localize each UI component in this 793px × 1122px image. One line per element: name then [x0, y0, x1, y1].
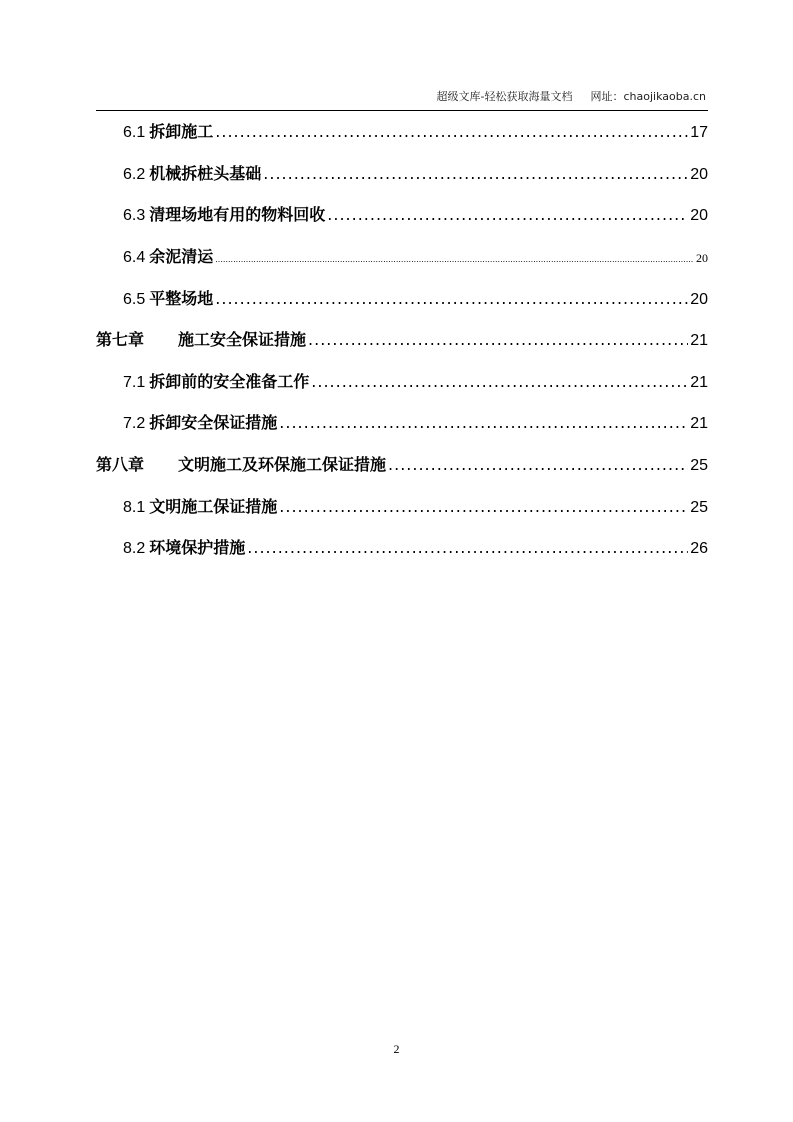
toc-dot-leader [215, 288, 688, 310]
toc-dot-leader [279, 496, 688, 518]
toc-entry-page: 17 [690, 124, 708, 141]
toc-entry-number: 6.5 [123, 291, 146, 308]
toc-dot-leader [308, 329, 688, 351]
toc-entry-page: 20 [690, 166, 708, 183]
toc-entry-title: 环境保护措施 [149, 538, 246, 557]
page-header [96, 90, 706, 104]
toc-entry-number: 6.1 [123, 124, 146, 141]
toc-dot-leader [327, 204, 688, 226]
toc-entry-page: 20 [696, 251, 708, 265]
toc-entry-6-3[interactable] [123, 204, 708, 227]
toc-entry-title: 拆卸安全保证措施 [149, 413, 278, 432]
toc-entry-page: 20 [690, 207, 708, 224]
toc-entry-title: 拆卸施工 [149, 122, 214, 141]
toc-entry-number: 6.4 [123, 249, 146, 266]
toc-entry-page: 20 [690, 291, 708, 308]
toc-dot-leader [279, 412, 688, 434]
page-number: 2 [393, 1042, 400, 1056]
toc-entry-title: 施工安全保证措施 [178, 330, 307, 349]
toc-chapter-7[interactable] [96, 329, 708, 352]
toc-dot-leader [215, 121, 688, 143]
toc-entry-title: 清理场地有用的物料回收 [149, 205, 326, 224]
toc-entry-6-2[interactable] [123, 163, 708, 186]
toc-entry-7-1[interactable] [123, 371, 708, 394]
toc-chapter-number: 第七章 [96, 330, 145, 349]
toc-entry-title: 余泥清运 [149, 247, 214, 266]
toc-entry-number: 7.2 [123, 415, 146, 432]
toc-entry-title: 机械拆桩头基础 [149, 164, 262, 183]
toc-dot-leader [215, 249, 694, 271]
toc-entry-6-5[interactable] [123, 288, 708, 311]
toc-entry-number: 7.1 [123, 374, 146, 391]
toc-entry-title: 文明施工及环保施工保证措施 [178, 455, 387, 474]
toc-entry-6-1[interactable] [123, 121, 708, 144]
toc-dot-leader [311, 371, 688, 393]
toc-entry-8-2[interactable] [123, 537, 708, 560]
toc-entry-page: 26 [690, 540, 708, 557]
header-site-label: 网址： [590, 90, 624, 103]
toc-entry-7-2[interactable] [123, 412, 708, 435]
toc-dot-leader [388, 454, 688, 476]
toc-dot-leader [247, 537, 688, 559]
toc-chapter-8[interactable] [96, 454, 708, 477]
toc-dot-leader [263, 163, 688, 185]
header-site-url: chaojikaoba.cn [623, 90, 706, 103]
toc-entry-6-4[interactable] [123, 246, 708, 271]
toc-entry-number: 8.2 [123, 540, 146, 557]
toc-entry-page: 25 [690, 499, 708, 516]
toc-chapter-number: 第八章 [96, 455, 145, 474]
toc-entry-page: 21 [690, 415, 708, 432]
toc-entry-title: 平整场地 [149, 289, 214, 308]
toc-entry-number: 8.1 [123, 499, 146, 516]
toc-entry-8-1[interactable] [123, 496, 708, 519]
header-title: 超级文库-轻松获取海量文档 [436, 90, 573, 103]
header-divider [96, 110, 708, 111]
toc-entry-page: 25 [690, 457, 708, 474]
toc-entry-number: 6.3 [123, 207, 146, 224]
toc-entry-title: 文明施工保证措施 [149, 497, 278, 516]
toc-entry-title: 拆卸前的安全准备工作 [149, 372, 310, 391]
toc-entry-page: 21 [690, 332, 708, 349]
toc-entry-number: 6.2 [123, 166, 146, 183]
toc-entry-page: 21 [690, 374, 708, 391]
